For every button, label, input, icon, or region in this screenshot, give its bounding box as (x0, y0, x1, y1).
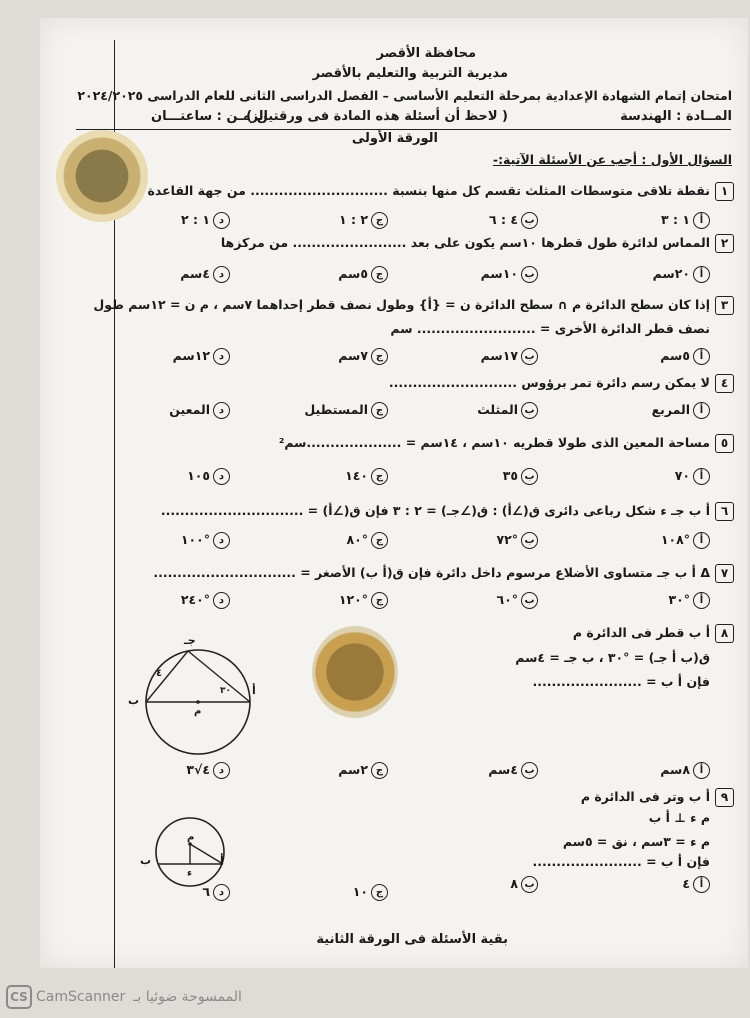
q5-text: مساحة المعين الذى طولا قطريه ١٠سم ، ١٤سم = ....................سم² (278, 435, 710, 450)
q9-label-m: م (187, 832, 195, 843)
q3-text: إذا كان سطح الدائرة م ∩ سطح الدائرة ن = {أ} وطول نصف قطر إحداهما ٧سم ، م ن = ١٢سم طول (93, 297, 710, 312)
q4-d-key: د (213, 402, 230, 419)
q4-text: لا يمكن رسم دائرة تمر برؤوس ........................... (388, 375, 710, 390)
q9-option-a[interactable]: أ٤ (682, 876, 710, 893)
q8-d-key: د (213, 762, 230, 779)
q8-text: أ ب قطر فى الدائرة م (572, 625, 710, 640)
q7-a-key: أ (693, 592, 710, 609)
q9-option-c[interactable]: ج١٠ (353, 884, 388, 901)
q2-number: ٢ (715, 234, 734, 253)
q9-option-b[interactable]: ب٨ (510, 876, 538, 893)
q6-b-key: ب (521, 532, 538, 549)
q4-a-key: أ (693, 402, 710, 419)
q8-option-b[interactable]: ب٤سم (488, 762, 538, 779)
q8-label-c: جـ (184, 634, 196, 647)
q8-c-key: ج (371, 762, 388, 779)
q9-b-key: ب (521, 876, 538, 893)
q9-option-d[interactable]: د٦ (202, 884, 230, 901)
q6-text: أ ب جـ ء شكل رباعى دائرى ق(∠أ) : ق(∠جـ) = ٢ : ٣ فإن ق(∠أ) = .............................. (160, 503, 710, 518)
camscanner-logo-icon: CS (6, 985, 32, 1009)
q4-option-a[interactable]: أالمربع (652, 402, 710, 419)
q3-option-d[interactable]: د١٢سم (173, 348, 230, 365)
q3-a-key: أ (693, 348, 710, 365)
q7-option-c[interactable]: ج°١٢٠ (339, 592, 388, 609)
q3-option-a[interactable]: أ٥سم (660, 348, 710, 365)
q9-radius (190, 844, 223, 864)
governorate: محافظة الأقصر (376, 46, 476, 61)
q5-a-key: أ (693, 468, 710, 485)
q4-c-key: ج (371, 402, 388, 419)
q8-label-a: أ (252, 684, 256, 697)
q2-text: المماس لدائرة طول قطرها ١٠سم يكون على بعد ........................ من مركزها (220, 235, 710, 250)
q7-b-key: ب (521, 592, 538, 609)
q8-option-c[interactable]: ج٢سم (338, 762, 388, 779)
q6-option-d[interactable]: د°١٠٠ (181, 532, 230, 549)
q1-text: نقطة تلاقى متوسطات المثلث تقسم كل منها بنسبة ............................. من جهة القاعدة (147, 183, 710, 198)
q5-option-a[interactable]: أ٧٠ (675, 468, 710, 485)
q1-option-b[interactable]: ب٤ : ٦ (489, 212, 538, 229)
q9-c-key: ج (371, 884, 388, 901)
q1-number: ١ (715, 182, 734, 201)
q1-d-key: د (213, 212, 230, 229)
q1-a-key: أ (693, 212, 710, 229)
camscanner-caption: الممسوحة ضوئيا بـ (133, 989, 242, 1005)
q8-label-angle: ٣٠ (220, 686, 231, 696)
q2-a-key: أ (693, 266, 710, 283)
q9-text: أ ب وتر فى الدائرة م (580, 789, 710, 804)
q3-number: ٣ (715, 296, 734, 315)
q9-d-key: د (213, 884, 230, 901)
q2-option-b[interactable]: ب١٠سم (481, 266, 538, 283)
q2-b-key: ب (521, 266, 538, 283)
q8-a-key: أ (693, 762, 710, 779)
coin-image-middle (312, 626, 398, 718)
q4-option-c[interactable]: جالمستطيل (304, 402, 388, 419)
q8-number: ٨ (715, 624, 734, 643)
q6-c-key: ج (371, 532, 388, 549)
q8-text-2: ق(ب أ جـ) = °٣٠ ، ب جـ = ٤سم (515, 650, 710, 665)
q7-d-key: د (213, 592, 230, 609)
q9-a-key: أ (693, 876, 710, 893)
q3-option-c[interactable]: ج٧سم (338, 348, 388, 365)
q8-chord-ac (188, 651, 250, 702)
q3-d-key: د (213, 348, 230, 365)
q5-option-b[interactable]: ب٣٥ (503, 468, 538, 485)
q1-option-d[interactable]: د١ : ٢ (181, 212, 230, 229)
q2-d-key: د (213, 266, 230, 283)
q2-option-a[interactable]: أ٢٠سم (653, 266, 710, 283)
coin-image-top (56, 130, 148, 222)
q3-text-2: نصف قطر الدائرة الأخرى = ......................... سم (390, 321, 710, 336)
exam-paper (40, 18, 748, 968)
q8-b-key: ب (521, 762, 538, 779)
q1-option-a[interactable]: أ١ : ٣ (661, 212, 710, 229)
q5-option-c[interactable]: ج١٤٠ (345, 468, 388, 485)
q2-option-c[interactable]: ج٥سم (338, 266, 388, 283)
q9-text-4: فإن أ ب = ....................... (532, 854, 710, 869)
q7-c-key: ج (371, 592, 388, 609)
q8-option-d[interactable]: د٤√٣ (186, 762, 230, 779)
q5-c-key: ج (371, 468, 388, 485)
q3-c-key: ج (371, 348, 388, 365)
q7-option-a[interactable]: أ°٣٠ (668, 592, 710, 609)
q8-center-dot (196, 700, 200, 704)
q6-option-c[interactable]: ج°٨٠ (346, 532, 388, 549)
q7-option-b[interactable]: ب°٦٠ (496, 592, 538, 609)
q8-text-3: فإن أ ب = ....................... (532, 674, 710, 689)
q1-c-key: ج (371, 212, 388, 229)
time: الزمـن : ساعتـــان (150, 109, 268, 124)
q8-label-b: ب (128, 694, 140, 707)
q9-text-2: م ء ⊥ أ ب (648, 810, 710, 825)
q9-text-3: م ء = ٣سم ، نق = ٥سم (562, 834, 710, 849)
q9-label-d: ء (187, 868, 193, 879)
q8-circle-figure (128, 640, 268, 770)
q7-text: Δ أ ب جـ متساوى الأضلاع مرسوم داخل دائرة فإن ق(أ ب) الأصغر = .............................. (153, 565, 710, 580)
q4-number: ٤ (715, 374, 734, 393)
camscanner-watermark (6, 985, 242, 1009)
q7-number: ٧ (715, 564, 734, 583)
q4-option-b[interactable]: بالمثلث (477, 402, 538, 419)
camscanner-name: CamScanner (36, 989, 126, 1005)
q4-b-key: ب (521, 402, 538, 419)
subject: المــادة : الهندسة (620, 109, 732, 124)
q6-option-a[interactable]: أ°١٠٨ (661, 532, 710, 549)
q6-option-b[interactable]: ب°٧٢ (496, 532, 538, 549)
exam-title: امتحان إتمام الشهادة الإعدادية بمرحلة التعليم الأساسى – الفصل الدراسى الثانى للعام الدراسى ٢٠٢٤/٢٠٢٥ (77, 88, 732, 103)
q9-number: ٩ (715, 788, 734, 807)
q3-b-key: ب (521, 348, 538, 365)
q6-number: ٦ (715, 502, 734, 521)
continued-note: بقية الأسئلة فى الورقة الثانية (316, 932, 508, 947)
directorate: مديرية التربية والتعليم بالأقصر (312, 66, 508, 81)
q4-option-d[interactable]: دالمعين (169, 402, 230, 419)
q1-option-c[interactable]: ج٢ : ١ (339, 212, 388, 229)
q6-d-key: د (213, 532, 230, 549)
q5-d-key: د (213, 468, 230, 485)
q9-label-b: ب (140, 854, 152, 867)
paper-note: ( لاحظ أن أسئلة هذه المادة فى ورقتين ) (246, 109, 508, 124)
section-title: السؤال الأول : أجب عن الأسئلة الآتية:- (492, 152, 732, 167)
q1-b-key: ب (521, 212, 538, 229)
q9-label-a: أ (220, 854, 224, 867)
sheet-title: الورقة الأولى (351, 131, 438, 146)
q2-c-key: ج (371, 266, 388, 283)
q3-option-b[interactable]: ب١٧سم (481, 348, 538, 365)
q2-option-d[interactable]: د٤سم (180, 266, 230, 283)
q8-label-m: م (194, 706, 202, 717)
q5-option-d[interactable]: د١٠٥ (187, 468, 230, 485)
q7-option-d[interactable]: د°٢٤٠ (181, 592, 230, 609)
q5-b-key: ب (521, 468, 538, 485)
q5-number: ٥ (715, 434, 734, 453)
q8-label-side: ٤ (156, 668, 163, 679)
q6-a-key: أ (693, 532, 710, 549)
q8-option-a[interactable]: أ٨سم (660, 762, 710, 779)
